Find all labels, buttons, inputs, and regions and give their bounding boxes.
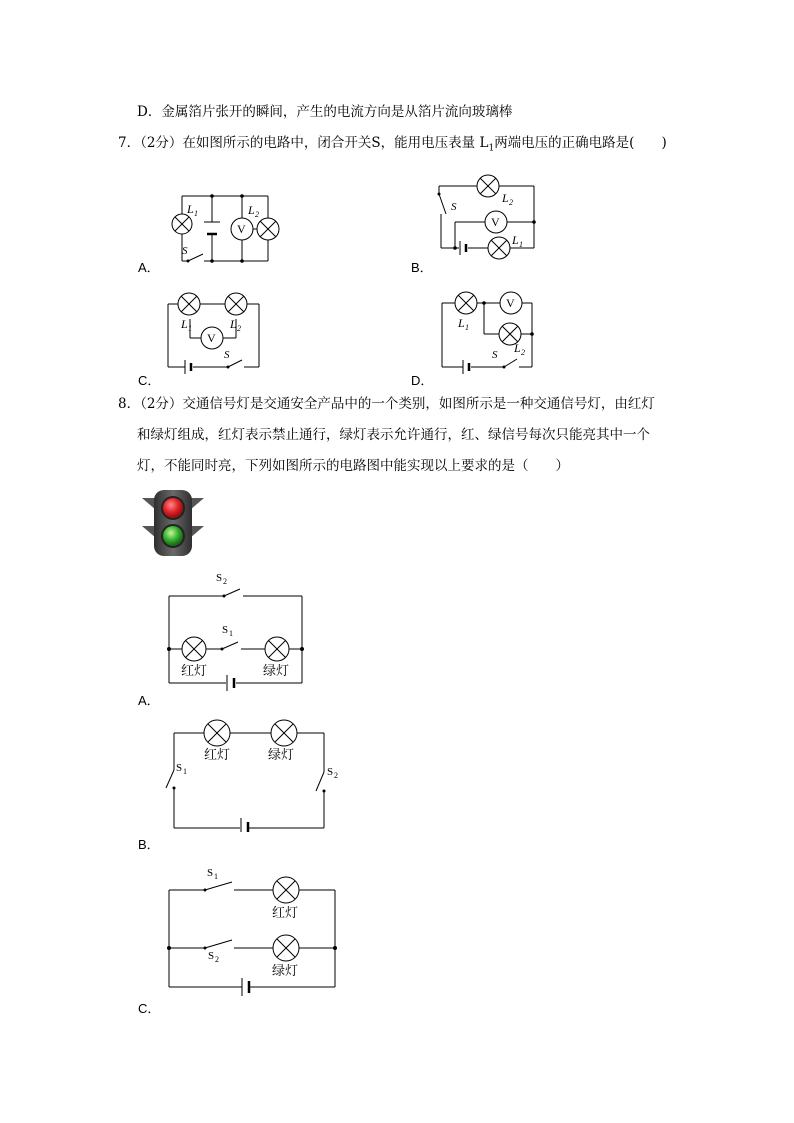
svg-text:V: V [491,215,500,229]
q7-text-a: 在如图所示的电路中，闭合开关S，能用电压表量 L [182,135,489,151]
svg-text:L: L [248,203,255,217]
svg-text:S: S [182,245,188,257]
svg-text:1: 1 [188,324,192,333]
q7-option-c-label[interactable]: C． [138,373,161,388]
svg-text:L: L [458,316,465,330]
q8-option-a-label[interactable]: A． [138,693,160,708]
svg-text:V: V [207,331,216,345]
svg-text:S: S [327,766,334,778]
svg-text:S: S [222,624,229,636]
q7-option-b-label[interactable]: B． [411,260,433,275]
svg-text:1: 1 [465,323,469,332]
svg-text:L: L [187,202,194,216]
svg-text:S: S [176,762,183,774]
q8-circuit-a [160,565,315,695]
q8-circuit-c [160,862,350,997]
svg-text:2: 2 [223,577,227,586]
q7-text-b: 两端电压的正确电路是( ) [494,135,667,151]
q7-stem [118,134,667,158]
svg-text:L: L [502,191,509,205]
svg-text:S: S [224,349,230,361]
svg-text:L: L [512,233,519,247]
svg-text:S: S [216,572,223,584]
svg-text:V: V [506,296,515,310]
svg-text:1: 1 [229,629,233,638]
q7-score: （2分） [140,135,183,151]
svg-text:1: 1 [214,872,218,881]
traffic-light-icon [140,488,206,558]
svg-text:S: S [492,349,498,361]
svg-text:红灯: 红灯 [204,748,231,763]
svg-text:V: V [237,222,246,236]
svg-text:绿灯: 绿灯 [268,748,295,763]
q7-sub: 1 [488,143,495,154]
svg-text:L: L [514,341,521,355]
svg-text:1: 1 [183,767,187,776]
svg-text:2: 2 [334,771,338,780]
svg-text:L: L [230,317,237,331]
svg-text:S: S [451,201,457,213]
svg-text:S: S [208,950,215,962]
svg-text:L: L [181,317,188,331]
svg-text:2: 2 [215,955,219,964]
q8-circuit-b [160,712,350,832]
svg-text:红灯: 红灯 [272,906,299,921]
q7-circuit-b [430,172,545,267]
q8-line1: 8．（2分）交通信号灯是交通安全产品中的一个类别，如图所示是一种交通信号灯，由红灯 [118,396,655,412]
q7-circuit-c [160,290,270,375]
q8-option-b-label[interactable]: B． [138,837,160,852]
svg-text:2: 2 [509,198,513,207]
q7-number: 7． [118,135,141,151]
svg-text:2: 2 [237,324,241,333]
svg-text:绿灯: 绿灯 [272,964,299,979]
svg-text:1: 1 [519,240,523,249]
svg-text:S: S [207,867,214,879]
svg-text:2: 2 [521,348,525,357]
q7-circuit-d [432,290,547,375]
svg-text:红灯: 红灯 [181,664,208,679]
q6-option-d: D．金属箔片张开的瞬间，产生的电流方向是从箔片流向玻璃棒 [137,104,513,120]
q8-option-c-label[interactable]: C． [138,1001,161,1016]
svg-text:1: 1 [194,209,198,218]
q8-line3: 灯，不能同时亮，下列如图所示的电路图中能实现以上要求的是（ ） [137,458,569,474]
q7-option-d-label[interactable]: D． [411,373,434,388]
q7-circuit-a [160,188,290,268]
q7-option-a-label[interactable]: A． [138,260,160,275]
svg-text:2: 2 [255,210,259,219]
svg-text:绿灯: 绿灯 [263,664,290,679]
q8-line2: 和绿灯组成，红灯表示禁止通行，绿灯表示允许通行，红、绿信号每次只能亮其中一个 [137,427,650,443]
